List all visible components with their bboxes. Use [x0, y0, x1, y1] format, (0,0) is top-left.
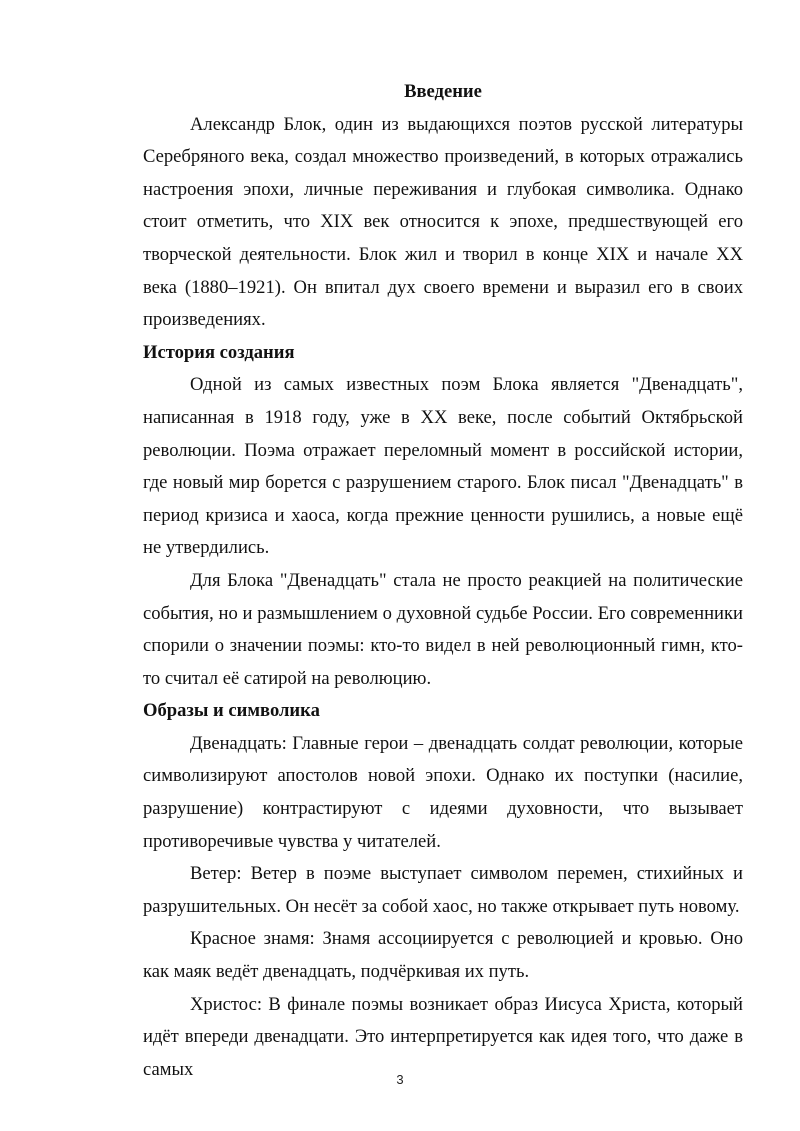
section-heading-history: История создания: [143, 341, 295, 363]
section-heading-symbols: Образы и символика: [143, 700, 320, 722]
symbols-paragraph-wind: Ветер: Ветер в поэме выступает символом перемен, стихийных и разрушительных. Он несёт за собой хаос, но также открывает путь новому.: [143, 863, 743, 917]
symbols-paragraph-christ: Христос: В финале поэмы возникает образ Иисуса Христа, который идёт впереди двенадцати. Это интерпретируется как идея того, что даже в самых: [143, 993, 743, 1080]
intro-paragraph: Александр Блок, один из выдающихся поэтов русской литературы Серебряного века, создал множество произведений, в которых отражались настроения эпохи, личные переживания и глубокая символика. Однако стоит отметить, что XIX век относится к эпохе, предшествующей его творческой деятельности. Блок жил и творил в конце XIX и начале XX века (1880–1921). Он впитал дух своего времени и выразил его в своих произведениях.: [143, 113, 743, 331]
page-title: Введение: [404, 81, 482, 102]
symbols-paragraph-banner: Красное знамя: Знамя ассоциируется с революцией и кровью. Оно как маяк ведёт двенадцать, подчёркивая их путь.: [143, 928, 743, 983]
page-number: 3: [396, 1072, 404, 1087]
document-body: [143, 76, 743, 1086]
history-paragraph-2: Для Блока "Двенадцать" стала не просто реакцией на политические события, но и размышлением о духовной судьбе России. Его современники спорили о значении поэмы: кто-то видел в ней революционный гимн, кто-то считал её сатирой на революцию.: [143, 569, 743, 689]
history-paragraph-1: Одной из самых известных поэм Блока является "Двенадцать", написанная в 1918 году, уже в XX веке, после событий Октябрьской революции. Поэма отражает переломный момент в российской истории, где новый мир борется с разрушением старого. Блок писал "Двенадцать" в период кризиса и хаоса, когда прежние ценности рушились, а новые ещё не утвердились.: [143, 374, 743, 559]
symbols-paragraph-twelve: Двенадцать: Главные герои – двенадцать солдат революции, которые символизируют апостолов новой эпохи. Однако их поступки (насилие, разрушение) контрастируют с идеями духовности, что вызывает противоречивые чувства у читателей.: [143, 732, 743, 852]
